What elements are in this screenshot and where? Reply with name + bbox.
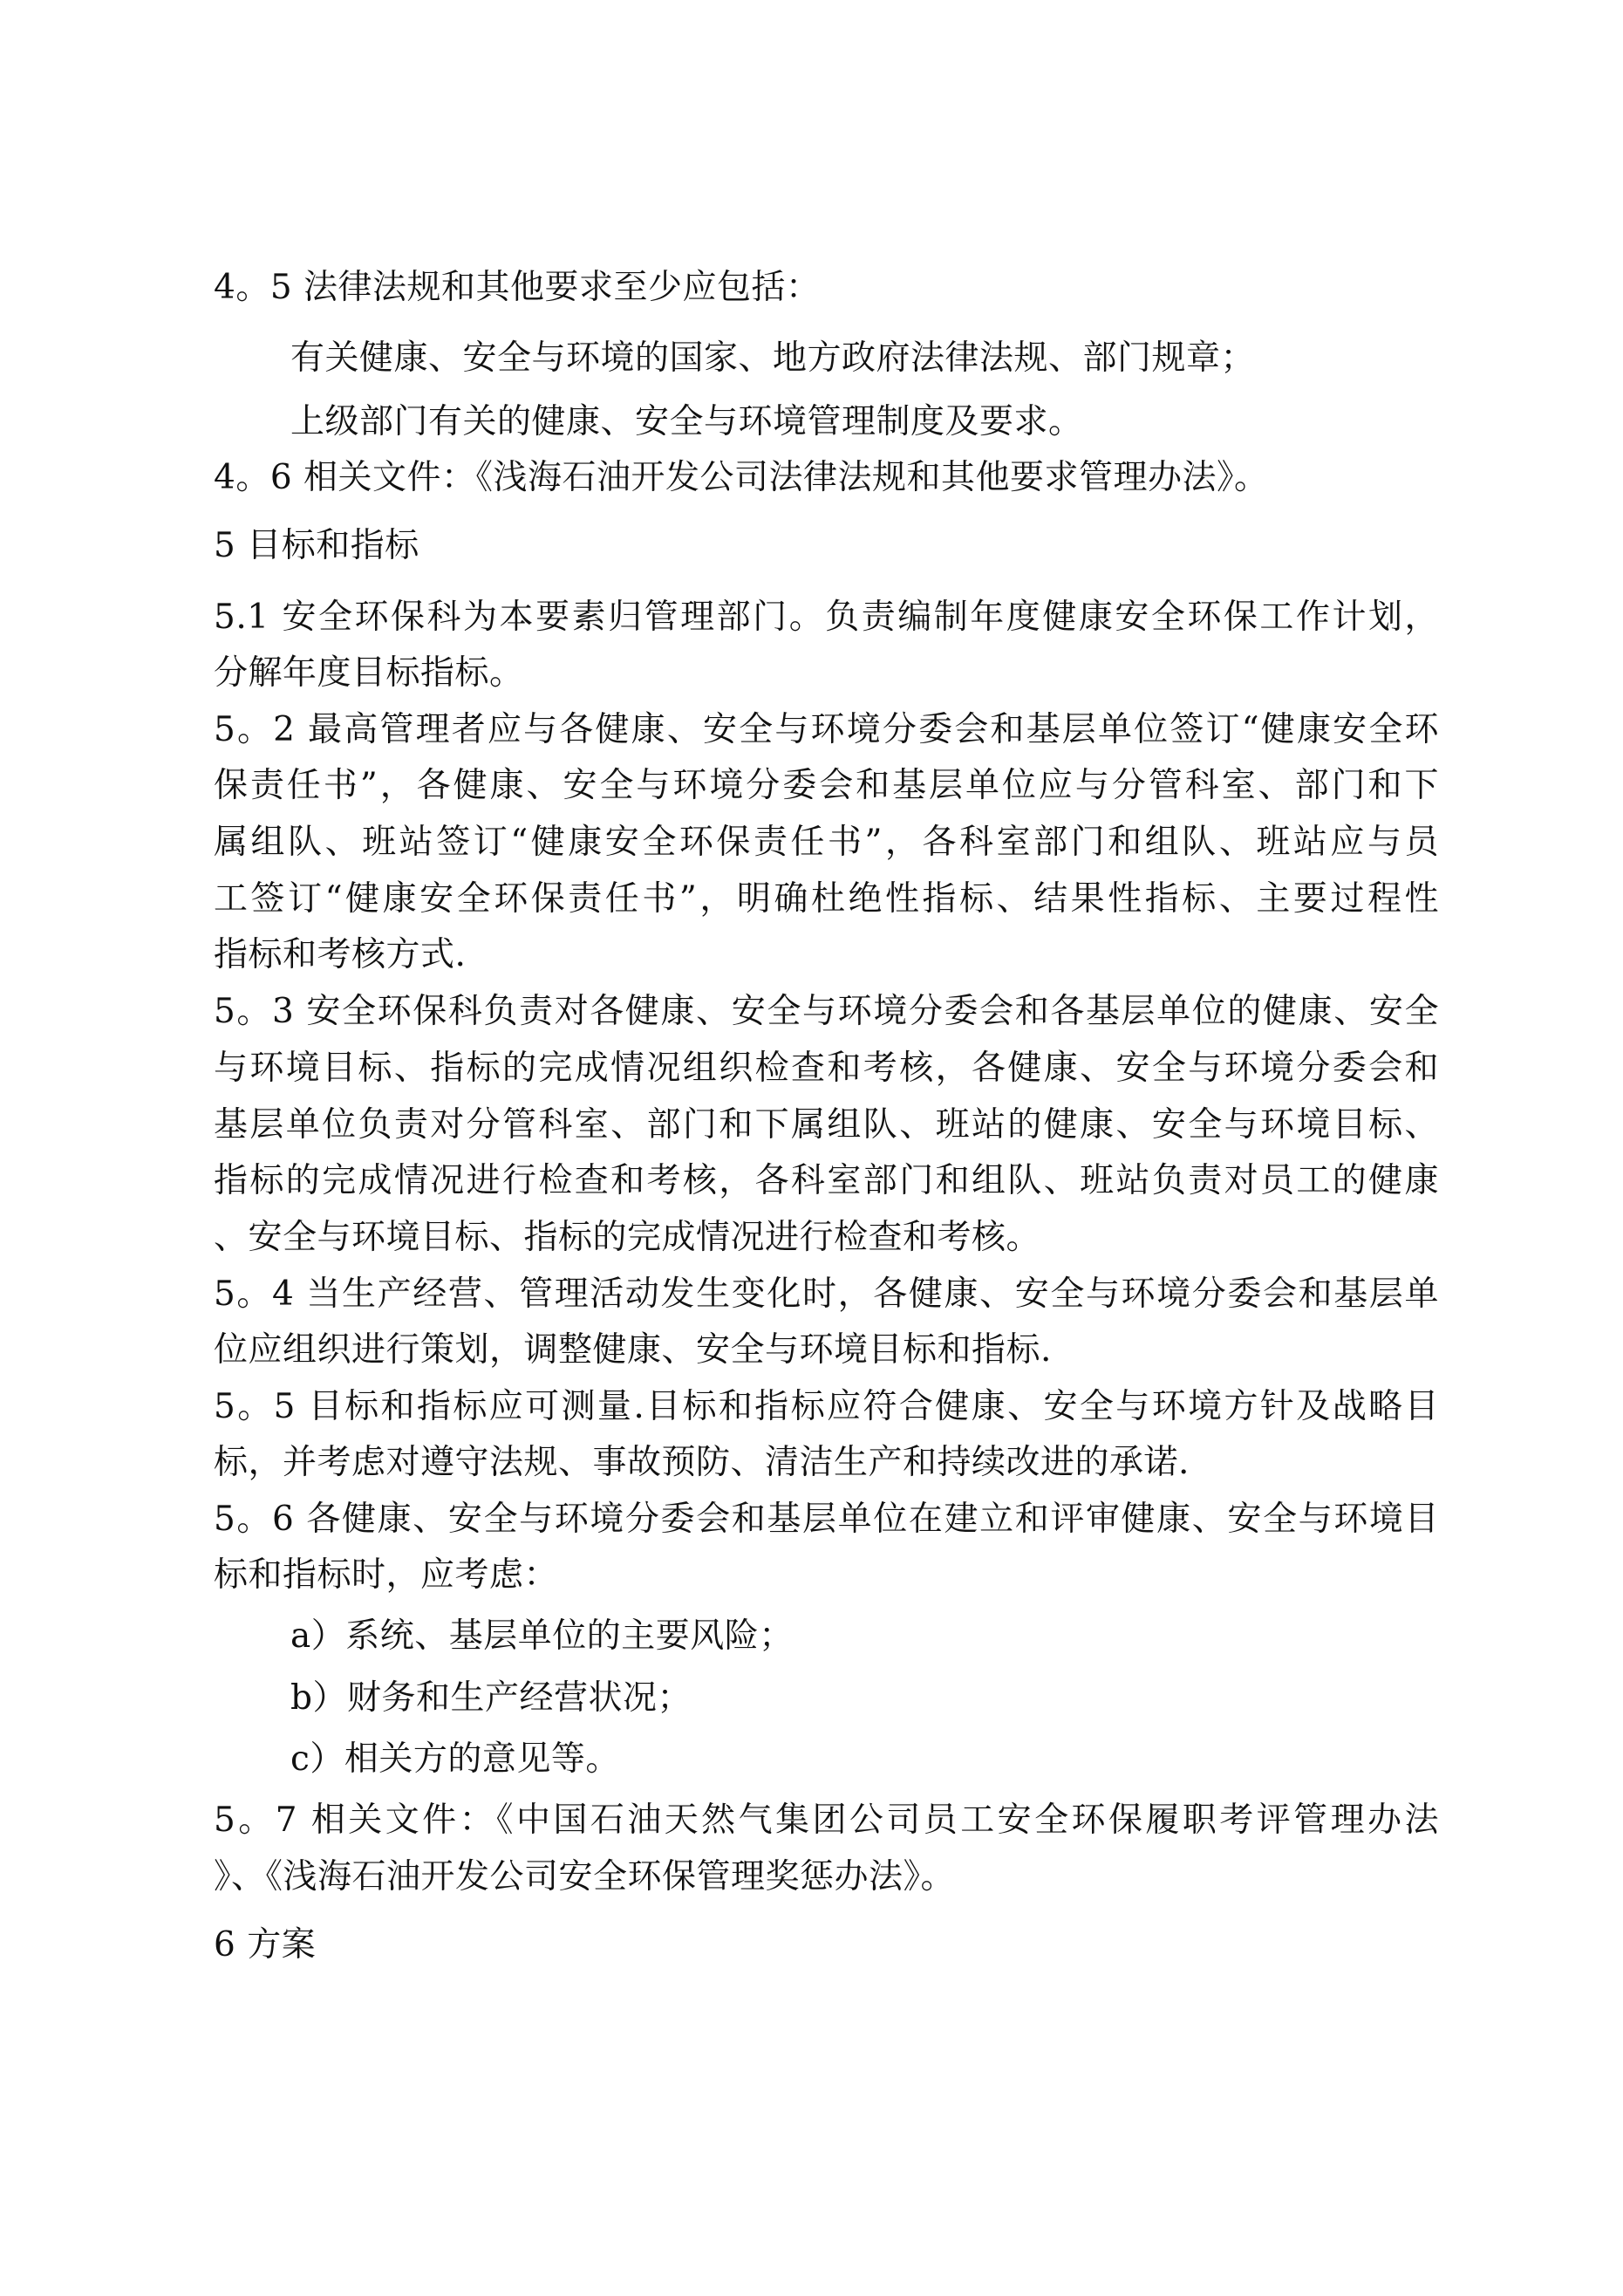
clause-5-6-line-2: 标和指标时，应考虑： <box>214 1555 559 1595</box>
clause-5-2-line-4: 工签订“健康安全环保责任书”，明确杜绝性指标、结果性指标、主要过程性 <box>214 879 1439 919</box>
clause-5-3-line-1: 5。3 安全环保科负责对各健康、安全与环境分委会和各基层单位的健康、安全 <box>214 992 1439 1031</box>
clause-5-5-line-2: 标，并考虑对遵守法规、事故预防、清洁生产和持续改进的承诺. <box>214 1443 1190 1482</box>
clause-5-3-line-5: 、安全与环境目标、指标的完成情况进行检查和考核。 <box>214 1218 1041 1257</box>
clause-4-5: 4。5 法律法规和其他要求至少应包括： <box>214 268 821 307</box>
clause-5-6-item-c: c）相关方的意见等。 <box>290 1739 620 1779</box>
clause-5-2-line-5: 指标和考核方式. <box>214 935 467 974</box>
clause-5-2-line-2: 保责任书”，各健康、安全与环境分委会和基层单位应与分管科室、部门和下 <box>214 766 1439 805</box>
clause-5-3-line-2: 与环境目标、指标的完成情况组织检查和考核，各健康、安全与环境分委会和 <box>214 1049 1439 1088</box>
clause-4-5-item-1: 有关健康、安全与环境的国家、地方政府法律法规、部门规章； <box>290 338 1256 378</box>
clause-5-6-item-a: a）系统、基层单位的主要风险； <box>290 1616 794 1656</box>
clause-5-2-line-1: 5。2 最高管理者应与各健康、安全与环境分委会和基层单位签订“健康安全环 <box>214 710 1439 749</box>
section-heading-5: 5 目标和指标 <box>214 526 419 565</box>
clause-5-2-line-3: 属组队、班站签订“健康安全环保责任书”，各科室部门和组队、班站应与员 <box>214 823 1439 862</box>
clause-5-1-line-2: 分解年度目标指标。 <box>214 653 524 693</box>
clause-5-1-line-1: 5.1 安全环保科为本要素归管理部门。负责编制年度健康安全环保工作计划， <box>214 598 1439 637</box>
clause-5-7-line-1: 5。7 相关文件：《中国石油天然气集团公司员工安全环保履职考评管理办法 <box>214 1801 1439 1840</box>
clause-5-5-line-1: 5。5 目标和指标应可测量.目标和指标应符合健康、安全与环境方针及战略目 <box>214 1387 1439 1426</box>
section-heading-6: 6 方案 <box>214 1925 317 1965</box>
clause-5-4-line-2: 位应组织进行策划，调整健康、安全与环境目标和指标. <box>214 1330 1052 1370</box>
clause-5-7-line-2: 》、《浅海石油开发公司安全环保管理奖惩办法》。 <box>214 1857 956 1896</box>
clause-5-4-line-1: 5。4 当生产经营、管理活动发生变化时，各健康、安全与环境分委会和基层单 <box>214 1274 1439 1314</box>
clause-5-3-line-4: 指标的完成情况进行检查和考核，各科室部门和组队、班站负责对员工的健康 <box>214 1161 1439 1200</box>
clause-4-5-item-2: 上级部门有关的健康、安全与环境管理制度及要求。 <box>290 402 1083 441</box>
clause-5-3-line-3: 基层单位负责对分管科室、部门和下属组队、班站的健康、安全与环境目标、 <box>214 1105 1439 1145</box>
clause-4-6: 4。6 相关文件：《浅海石油开发公司法律法规和其他要求管理办法》。 <box>214 458 1269 497</box>
clause-5-6-item-b: b）财务和生产经营状况； <box>290 1678 692 1718</box>
clause-5-6-line-1: 5。6 各健康、安全与环境分委会和基层单位在建立和评审健康、安全与环境目 <box>214 1500 1439 1539</box>
